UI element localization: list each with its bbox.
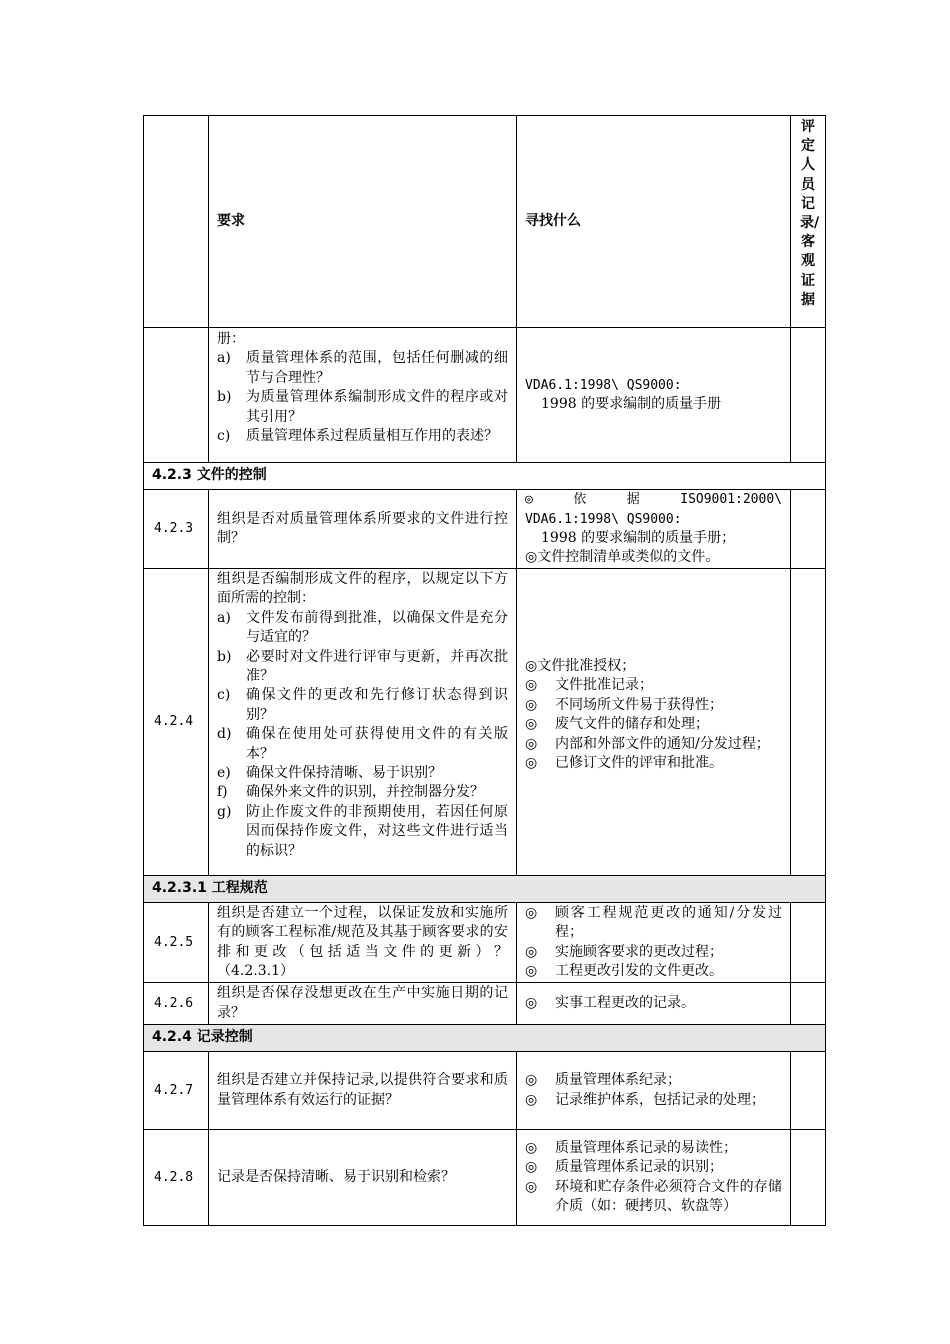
section-title: 4.2.3.1 工程规范 [144, 876, 826, 903]
table-row [144, 1052, 826, 1130]
look-line: ◎文件控制清单或类似的文件。 [525, 549, 720, 566]
table-row [144, 569, 826, 876]
evaluation-cell [791, 983, 826, 1025]
list-item: ◎ 文件批准记录； [525, 677, 653, 694]
list-item: b) 为质量管理体系编制形成文件的程序或对其引用？ [217, 389, 508, 425]
clause-number: 4.2.6 [144, 983, 209, 1025]
evaluation-cell [791, 328, 826, 463]
list-item: ◎ 顾客工程规范更改的通知/分发过程； [525, 904, 782, 941]
section-row [144, 876, 826, 903]
header-requirement: 要求 [209, 116, 517, 328]
list-item: ◎ 已修订文件的评审和批准。 [525, 755, 723, 772]
audit-checklist-table [143, 115, 826, 1226]
requirement-intro: 册： [217, 331, 245, 347]
list-item: ◎ 环境和贮存条件必须符合文件的存储介质（如：硬拷贝、软盘等） [525, 1178, 782, 1214]
list-item: ◎ 质量管理体系记录的识别； [525, 1159, 723, 1176]
requirement-intro: 组织是否编制形成文件的程序，以规定以下方面所需的控制： [217, 571, 508, 607]
look-for-cell [517, 328, 791, 463]
list-item: e) 确保文件保持清晰、易于识别？ [217, 765, 442, 782]
header-num-cell [144, 116, 209, 328]
clause-number: 4.2.8 [144, 1130, 209, 1226]
look-line: 1998 的要求编制的质量手册 [541, 396, 722, 412]
header-row [144, 116, 826, 328]
list-item: d) 确保在使用处可获得使用文件的有关版本？ [217, 726, 508, 762]
look-for-cell [517, 1052, 791, 1130]
evaluation-cell [791, 1052, 826, 1130]
requirement-cell: 组织是否建立并保持记录,以提供符合要求和质量管理体系有效运行的证据？ [209, 1052, 517, 1130]
look-line: ◎ 依 据 ISO9001:2000\ [525, 492, 782, 508]
evaluation-cell [791, 569, 826, 876]
requirement-cell: 组织是否对质量管理体系所要求的文件进行控制？ [209, 490, 517, 569]
list-item: ◎ 实施顾客要求的更改过程； [525, 943, 723, 960]
table-row [144, 328, 826, 463]
look-for-cell [517, 1130, 791, 1226]
list-item: c) 质量管理体系过程质量相互作用的表述？ [217, 428, 498, 445]
evaluation-cell [791, 490, 826, 569]
section-row [144, 1025, 826, 1052]
look-for-cell [517, 983, 791, 1025]
look-line: ◎文件批准授权； [525, 658, 636, 674]
requirement-cell: 记录是否保持清晰、易于识别和检索？ [209, 1130, 517, 1226]
requirement-cell: 组织是否建立一个过程，以保证发放和实施所有的顾客工程标准/规范及其基于顾客要求的安排和更改（包括适当文件的更新）？（4.2.3.1） [209, 903, 517, 983]
list-item: ◎ 不同场所文件易于获得性； [525, 696, 723, 713]
list-item: ◎ 记录维护体系，包括记录的处理； [525, 1091, 765, 1108]
list-item: ◎ 工程更改引发的文件更改。 [525, 962, 723, 979]
clause-number: 4.2.7 [144, 1052, 209, 1130]
list-item: b) 必要时对文件进行评审与更新，并再次批准？ [217, 648, 508, 685]
list-item: c) 确保文件的更改和先行修订状态得到识别？ [217, 687, 508, 723]
list-item: f) 确保外来文件的识别，并控制器分发？ [217, 784, 484, 801]
look-line: 1998 的要求编制的质量手册； [541, 530, 736, 546]
evaluation-cell [791, 903, 826, 983]
look-for-cell [517, 903, 791, 983]
look-line: VDA6.1:1998\ QS9000: [525, 377, 682, 393]
table-row [144, 490, 826, 569]
evaluation-cell [791, 1130, 826, 1226]
list-item: ◎ 质量管理体系纪录； [525, 1072, 681, 1089]
list-item: ◎ 实事工程更改的记录。 [525, 994, 695, 1011]
list-item: ◎ 内部和外部文件的通知/分发过程； [525, 735, 770, 752]
look-for-cell [517, 490, 791, 569]
num-cell [144, 328, 209, 463]
clause-number: 4.2.3 [144, 490, 209, 569]
look-line: VDA6.1:1998\ QS9000: [525, 511, 682, 527]
requirement-cell: 组织是否保存没想更改在生产中实施日期的记录？ [209, 983, 517, 1025]
list-item: ◎ 质量管理体系记录的易读性； [525, 1139, 737, 1156]
list-item: a) 文件发布前得到批准，以确保文件是充分与适宜的？ [217, 609, 508, 646]
look-for-cell [517, 569, 791, 876]
table-row [144, 1130, 826, 1226]
header-evaluator-record: 评定人员记录/客观证据 [791, 116, 826, 328]
header-look-for: 寻找什么 [517, 116, 791, 328]
section-row [144, 463, 826, 490]
section-title: 4.2.3 文件的控制 [144, 463, 826, 490]
requirement-cell [209, 328, 517, 463]
list-item: g) 防止作废文件的非预期使用，若因任何原因而保持作废文件，对这些文件进行适当的标识？ [217, 803, 508, 859]
section-title: 4.2.4 记录控制 [144, 1025, 826, 1052]
table-row [144, 903, 826, 983]
requirement-cell [209, 569, 517, 876]
table-row [144, 983, 826, 1025]
list-item: a) 质量管理体系的范围，包括任何删减的细节与合理性？ [217, 350, 508, 386]
list-item: ◎ 废气文件的储存和处理； [525, 716, 709, 733]
clause-number: 4.2.4 [144, 569, 209, 876]
clause-number: 4.2.5 [144, 903, 209, 983]
